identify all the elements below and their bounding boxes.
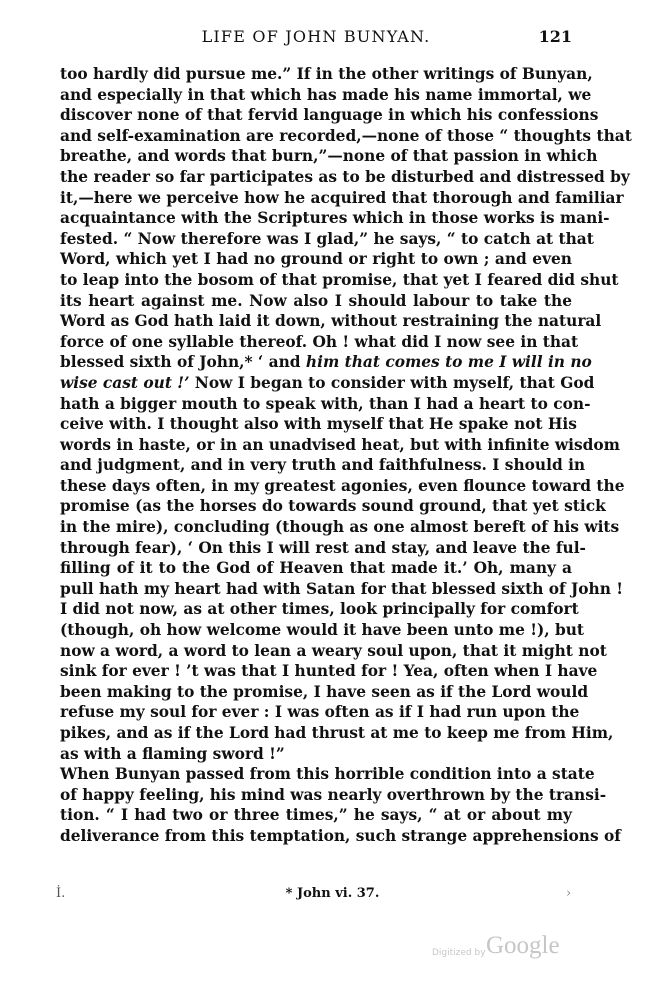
footnote [0, 886, 665, 901]
text-line: hath a bigger mouth to speak with, than I had a heart to con- [60, 394, 591, 413]
watermark-logo-text: Google [486, 932, 560, 959]
text-line: it,—here we perceive how he acquired that thorough and familiar [60, 188, 624, 207]
text-line: pikes, and as if the Lord had thrust at me to keep me from Him, [60, 724, 614, 742]
text-line: and self-examination are recorded,—none of those “ thoughts that [60, 126, 632, 145]
line-roman-rest: Now I began to consider with myself, that God [189, 373, 595, 392]
text-line-with-italic [60, 352, 592, 373]
text-line: its heart against me. Now also I should labour to take the [60, 291, 572, 310]
digitized-watermark [432, 932, 612, 962]
text-line: sink for ever ! ’t was that I hunted for ! Yea, often when I have [60, 662, 598, 681]
text-line: breathe, and words that burn,”—none of that passion in which [60, 147, 598, 166]
text-line: as with a flaming sword !” [60, 744, 285, 763]
text-line: filling of it to the God of Heaven that made it.’ Oh, many a [60, 559, 572, 578]
text-line: the reader so far participates as to be disturbed and distressed by [60, 167, 630, 186]
text-line: fested. “ Now therefore was I glad,” he says, “ to catch at that [60, 229, 594, 248]
text-line: acquaintance with the Scriptures which in those works is mani- [60, 209, 610, 228]
text-line: (though, oh how welcome would it have been unto me !), but [60, 621, 585, 640]
text-line: these days often, in my greatest agonies, even flounce toward the [60, 476, 625, 495]
text-line: force of one syllable thereof. Oh ! what did I now see in that [60, 332, 579, 351]
text-line: through fear), ‘ On this I will rest and stay, and leave the ful- [60, 538, 586, 557]
text-line: promise (as the horses do towards sound ground, that yet stick [60, 497, 606, 516]
text-line: tion. “ I had two or three times,” he says, “ at or about my [60, 806, 572, 825]
text-line: Word, which yet I had no ground or right to own ; and even [60, 250, 572, 269]
line-italic-part: him that comes to me I will in no [305, 353, 592, 372]
text-line: refuse my soul for ever : I was often as if I had run upon the [60, 703, 580, 722]
text-line: been making to the promise, I have seen as if the Lord would [60, 682, 589, 701]
text-line: I did not now, as at other times, look principally for comfort [60, 600, 579, 619]
page-header [60, 27, 572, 51]
text-line: and judgment, and in very truth and faithfulness. I should in [60, 456, 586, 475]
text-line: of happy feeling, his mind was nearly overthrown by the transi- [60, 785, 607, 804]
body-text [60, 64, 632, 847]
running-title: LIFE OF JOHN BUNYAN. [201, 27, 431, 46]
margin-mark-right: › [566, 886, 572, 901]
text-line: deliverance from this temptation, such strange apprehensions of [60, 826, 621, 845]
text-line: words in haste, or in an unadvised heat, but with infinite wisdom [60, 435, 620, 454]
text-line: Word as God hath laid it down, without restraining the natural [60, 312, 602, 331]
text-line: in the mire), concluding (though as one almost bereft of his wits [60, 518, 620, 537]
text-line: ceive with. I thought also with myself that He spake not His [60, 415, 577, 434]
footnote-text: * John vi. 37. [285, 886, 380, 901]
page-number: 121 [538, 27, 572, 46]
line-roman-part: blessed sixth of John,* ‘ and [60, 353, 306, 372]
text-line: to leap into the bosom of that promise, that yet I feared did shut [60, 270, 619, 289]
text-line: discover none of that fervid language in which his confessions [60, 106, 599, 125]
text-line: now a word, a word to lean a weary soul upon, that it might not [60, 641, 607, 660]
text-line [60, 373, 595, 394]
text-line: and especially in that which has made his name immortal, we [60, 85, 592, 104]
text-line: too hardly did pursue me.” If in the other writings of Bunyan, [60, 65, 593, 83]
watermark-small-text: Digitized by [432, 948, 486, 958]
text-line: When Bunyan passed from this horrible condition into a state [60, 765, 595, 784]
line-italic-start: wise cast out !’ [60, 373, 190, 392]
margin-mark-left: İ. [56, 886, 66, 901]
text-line: pull hath my heart had with Satan for that blessed sixth of John ! [60, 579, 624, 598]
